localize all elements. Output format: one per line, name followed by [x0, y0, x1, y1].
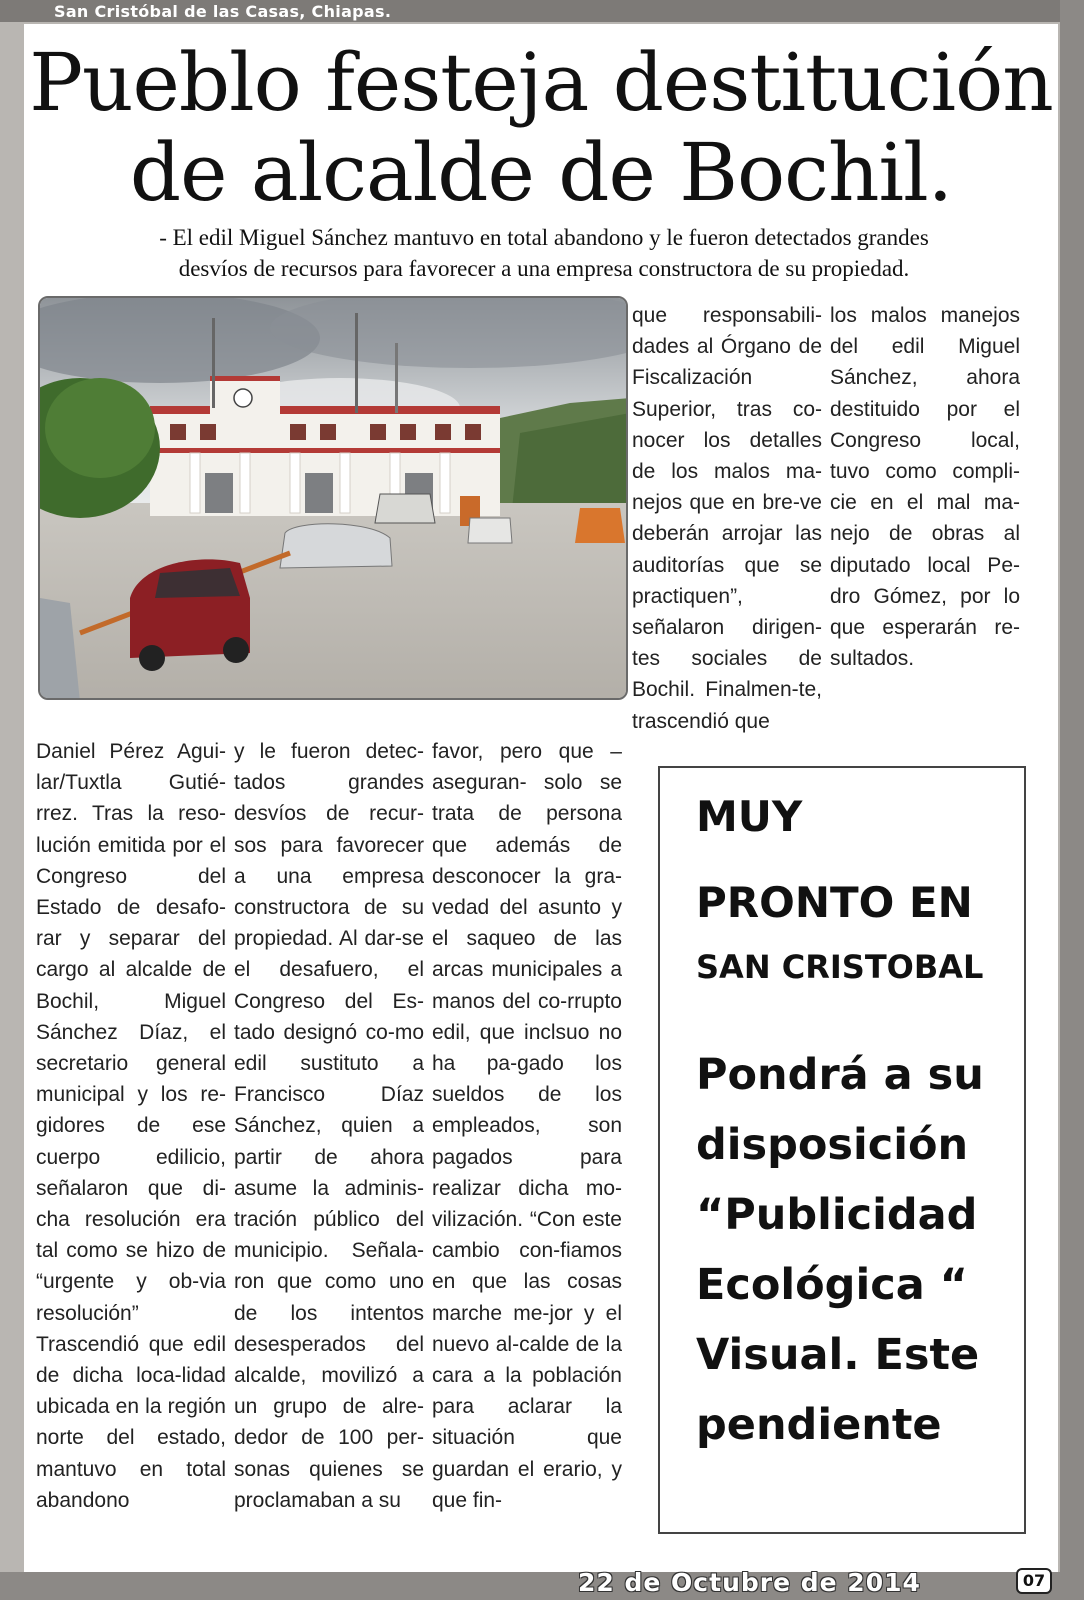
ad-body-text: Pondrá a su disposición “Publicidad Ecológica “ Visual. Este pendiente — [696, 1050, 984, 1450]
town-hall-photo — [38, 296, 628, 700]
bottom-bar — [0, 1572, 1084, 1600]
top-bar — [0, 0, 1084, 22]
ad-line-3: SAN CRISTOBAL — [696, 948, 984, 986]
ad-line-2: PRONTO EN — [696, 878, 973, 927]
subheadline-line-1: - El edil Miguel Sánchez mantuvo en total abandono y le fueron detectados grandes — [159, 225, 929, 250]
issue-date: 22 de Octubre de 2014 — [578, 1568, 921, 1597]
article-column-top-1: que responsabili-dades al Órgano de Fiscalización Superior, tras co-nocer los detalles de los malos ma-nejos que en bre-ve deberán arrojar las auditorías que se practiquen”, señalaron dirigen-tes sociales de Bochil. Finalmen-te, trascendió que — [632, 304, 822, 733]
article-column-3: favor, pero que – aseguran- solo se trata de persona que además de desconocer la gra-vedad del asunto y el saqueo de las arcas municipales a manos del co-rrupto edil, que inclsuo no ha pa-gado los sueldos de los empleados, son pagados para realizar dicha mo-vilización. “Con este cambio con-fiamos en que las cosas marche me-jor y el nuevo al-calde de la cara a la población para aclarar la situación que guardan el erario, y que fin- — [432, 740, 622, 1512]
subheadline — [34, 222, 1054, 284]
headline-line-1: Pueblo festeja destitución — [29, 36, 1053, 129]
subheadline-line-2: desvíos de recursos para favorecer a una empresa constructora de su propiedad. — [178, 256, 910, 281]
town-hall-illustration — [40, 298, 628, 700]
page-number: 07 — [1016, 1568, 1052, 1594]
headline — [24, 38, 1058, 218]
article-column-top-2: los malos manejos del edil Miguel Sánchez, ahora destituido por el Congreso local, tuvo como compli-cie en el mal ma-nejo de obras al diputado local Pe-dro Gómez, por lo que esperarán re-sultados. — [830, 304, 1020, 671]
newspaper-page — [24, 24, 1058, 1572]
article-column-2: y le fueron detec-tados grandes desvíos de recur-sos para favorecer a una empresa constructora de su propiedad. Al dar-se el desafuero, el Congreso del Es-tado designó co-mo edil sustituto a Francisco Díaz Sánchez, quien a partir de ahora asume la adminis-tración público del municipio. Señala-ron que como uno de los intentos desesperados del alcalde, movilizó a un grupo de alre-dedor de 100 per-sonas quienes se proclamaban a su — [234, 740, 424, 1512]
article-column-1: Daniel Pérez Agui-lar/Tuxtla Gutié-rrez. Tras la reso-lución emitida por el Congreso del Estado de desafo-rar y separar del cargo al alcalde de Bochil, Miguel Sánchez Díaz, el secretario general municipal y los re-gidores de ese cuerpo edilicio, señalaron que di-cha resolución era tal como se hizo de “urgente y ob-via resolución” Trascendió que edil de dicha loca-lidad ubicada en la región norte del estado, mantuvo en total abandono — [36, 740, 226, 1512]
headline-line-2: de alcalde de Bochil. — [129, 126, 953, 219]
advertisement-box — [658, 766, 1026, 1534]
right-border — [1060, 0, 1084, 1600]
location-label: San Cristóbal de las Casas, Chiapas. — [54, 2, 392, 21]
ad-line-1: MUY — [696, 792, 803, 841]
